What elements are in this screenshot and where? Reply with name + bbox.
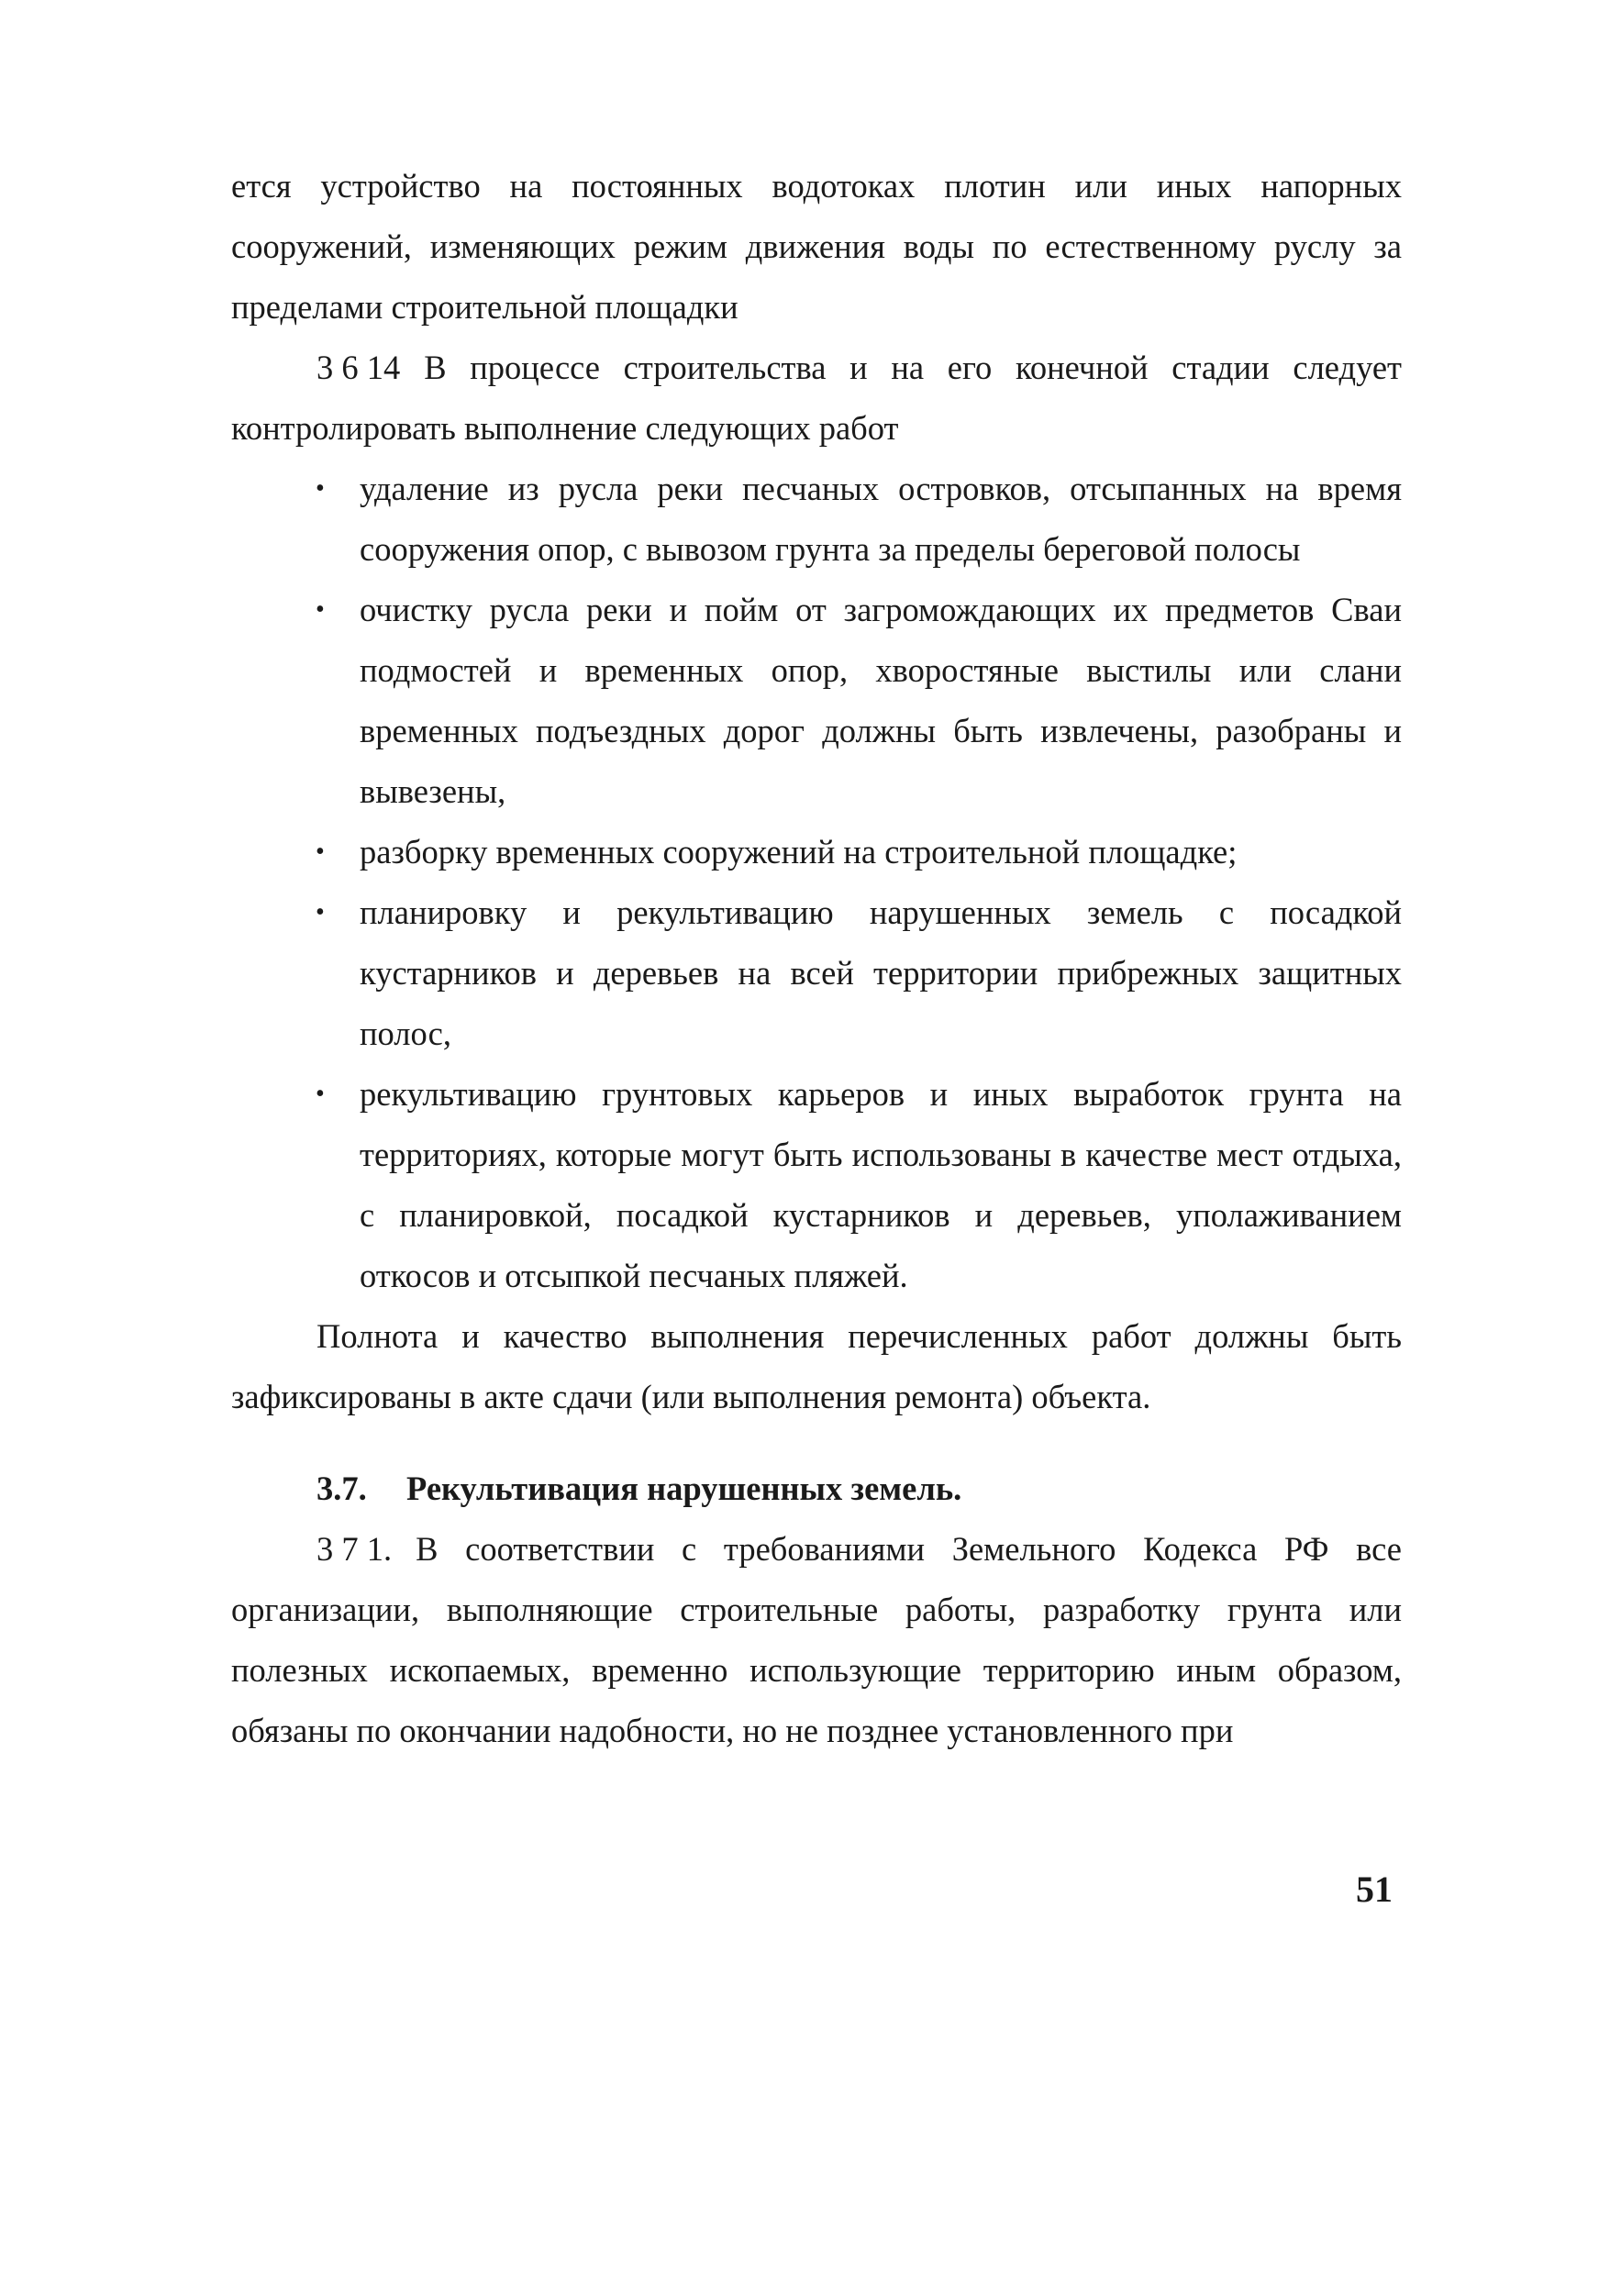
bullet-icon: • <box>316 898 325 926</box>
bullet-icon: • <box>316 595 325 624</box>
list-item <box>231 580 1402 822</box>
list-item-text: удаление из русла реки песчаных островков, отсыпанных на время сооружения опор, с вывозом грунта за пределы береговой полосы <box>360 470 1402 568</box>
clause-text: В процессе строительства и на его конечной стадии следует контролировать выполнение следующих работ <box>231 349 1402 447</box>
list-item-text: планировку и рекультивацию нарушенных земель с посадкой кустарников и деревьев на всей территории прибрежных защитных полос, <box>360 893 1402 1052</box>
work-list <box>231 459 1402 1306</box>
clause-number: 3 7 1. <box>316 1530 393 1568</box>
list-item-text: рекультивацию грунтовых карьеров и иных выработок грунта на территориях, которые могут быть использованы в качестве мест отдыха, с планировкой, посадкой кустарников и деревьев, уполаживанием откосов и отсыпкой песчаных пляжей. <box>360 1075 1402 1294</box>
closing-paragraph: Полнота и качество выполнения перечисленных работ должны быть зафиксированы в акте сдачи (или выполнения ремонта) объекта. <box>231 1317 1402 1415</box>
clause-text: В соответствии с требованиями Земельного Кодекса РФ все организации, выполняющие строительные работы, разработку грунта или полезных ископаемых, временно использующие территорию иным образом, обязаны по окончании надобности, но не позднее установленного при <box>231 1530 1402 1749</box>
section-number: 3.7. <box>316 1470 367 1507</box>
bullet-icon: • <box>316 837 325 866</box>
section-heading-3-7 <box>231 1459 1402 1519</box>
section-title: Рекультивация нарушенных земель. <box>406 1470 962 1507</box>
list-item <box>231 882 1402 1064</box>
list-item <box>231 1064 1402 1306</box>
clause-3-6-14 <box>231 338 1402 459</box>
page-number: 51 <box>1356 1869 1393 1910</box>
clause-number: 3 6 14 <box>316 349 401 386</box>
paragraph-continued: ется устройство на постоянных водотоках плотин или иных напорных сооружений, изменяющих режим движения воды по естественному руслу за пределами строительной площадки <box>231 167 1402 326</box>
clause-3-7-1 <box>231 1519 1402 1761</box>
list-item-text: очистку русла реки и пойм от загромождающих их предметов Сваи подмостей и временных опор, хворостяные выстилы или слани временных подъездных дорог должны быть извлечены, разобраны и вывезены, <box>360 591 1402 810</box>
bullet-icon: • <box>316 1080 325 1108</box>
list-item-text: разборку временных сооружений на строительной площадке; <box>360 833 1238 871</box>
page-body <box>231 156 1402 1761</box>
list-item <box>231 459 1402 580</box>
bullet-icon: • <box>316 474 325 503</box>
list-item <box>231 822 1402 882</box>
